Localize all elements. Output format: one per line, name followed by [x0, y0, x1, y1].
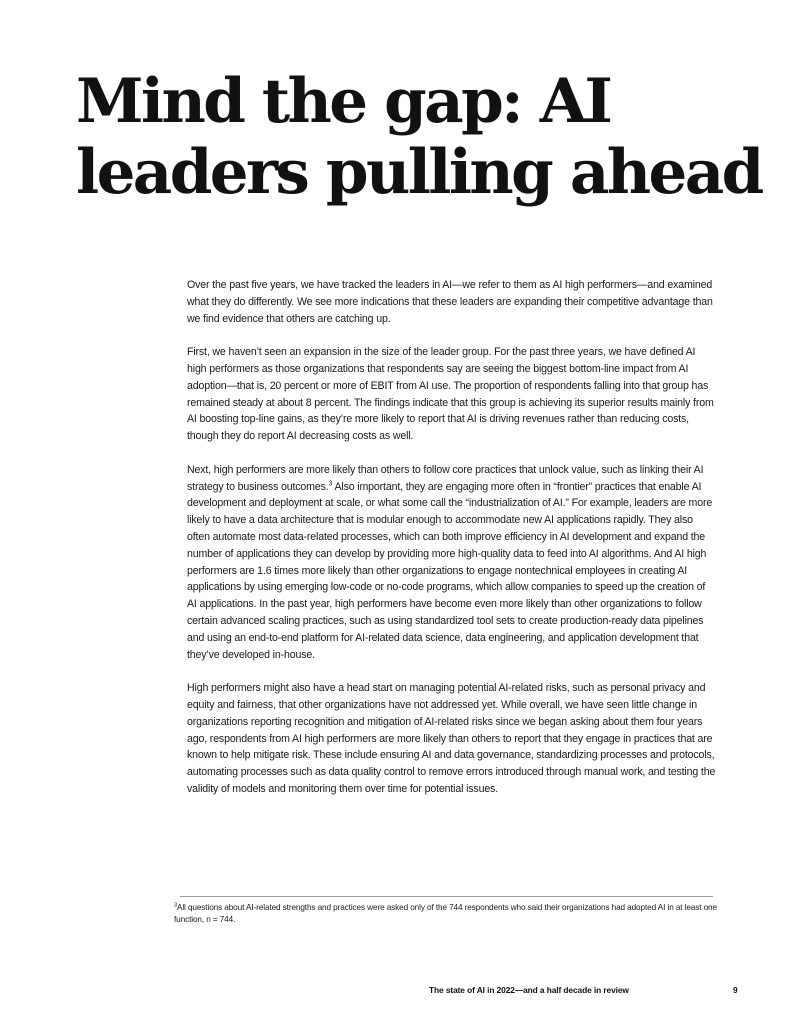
footnote-number: 3 — [174, 902, 177, 909]
paragraph-text-before-footnote: Next, high performers are more likely than others to follow core practices that unlock value, such as linking their AI strategy to business outcomes. — [187, 463, 704, 493]
page-title-line-1: Mind the gap: AI — [76, 66, 611, 137]
footnote-divider — [180, 896, 713, 897]
article-body — [187, 277, 717, 798]
page-title — [76, 66, 766, 209]
footnote-text: All questions about AI-related strengths and practices were asked only of the 744 respondents who said their organizations had adopted AI in at least one function, n = 744. — [174, 903, 717, 924]
footnote — [172, 902, 719, 926]
page-number: 9 — [733, 985, 738, 995]
body-paragraph — [187, 462, 717, 664]
body-paragraph: First, we haven’t seen an expansion in the size of the leader group. For the past three years, we have defined AI high performers as those organizations that respondents say are seeing the biggest bottom-line impact from AI adoption—that is, 20 percent or more of EBIT from AI use. The proportion of respondents falling into that group has remained steady at about 8 percent. The findings indicate that this group is achieving its superior results mainly from AI boosting top-line gains, as they’re more likely to report that AI is driving revenues rather than reducing costs, though they do report AI decreasing costs as well. — [187, 346, 714, 443]
body-paragraph: High performers might also have a head start on managing potential AI-related risks, such as personal privacy and equity and fairness, that other organizations have not addressed yet. While overall, we have seen little change in organizations reporting recognition and mitigation of AI-related risks since we began asking about them four years ago, respondents from AI high performers are more likely than others to report that they engage in practices that are known to help mitigate risk. These include ensuring AI and data governance, standardizing processes and protocols, automating processes such as data quality control to remove errors introduced through manual work, and testing the validity of models and monitoring them over time for potential issues. — [187, 682, 716, 795]
paragraph-text-after-footnote: Also important, they are engaging more often in “frontier” practices that enable AI development and deployment at scale, or what some call the “industrialization of AI.” For example, leaders are more likely to have a data architecture that is modular enough to accommodate new AI applications rapidly. They also often automate most data-related processes, which can both improve efficiency in AI development and expand the number of applications they can develop by providing more high-quality data to feed into AI algorithms. And AI high performers are 1.6 times more likely than other organizations to engage nontechnical employees in creating AI applications by using emerging low-code or no-code programs, which allow companies to speed up the creation of AI applications. In the past year, high performers have become even more likely than other organizations to follow certain advanced scaling practices, such as using standardized tool sets to create production-ready data pipelines and using an end-to-end platform for AI-related data science, data engineering, and application development that they’ve developed in-house. — [187, 480, 713, 661]
footer-publication-title: The state of AI in 2022—and a half decade in review — [429, 985, 629, 995]
page-title-line-2: leaders pulling ahead — [76, 137, 762, 209]
footnote-reference: 3 — [328, 480, 333, 488]
body-paragraph: Over the past five years, we have tracked the leaders in AI—we refer to them as AI high performers—and examined what they do differently. We see more indications that these leaders are expanding their competitive advantage than we find evidence that others are catching up. — [187, 279, 713, 325]
